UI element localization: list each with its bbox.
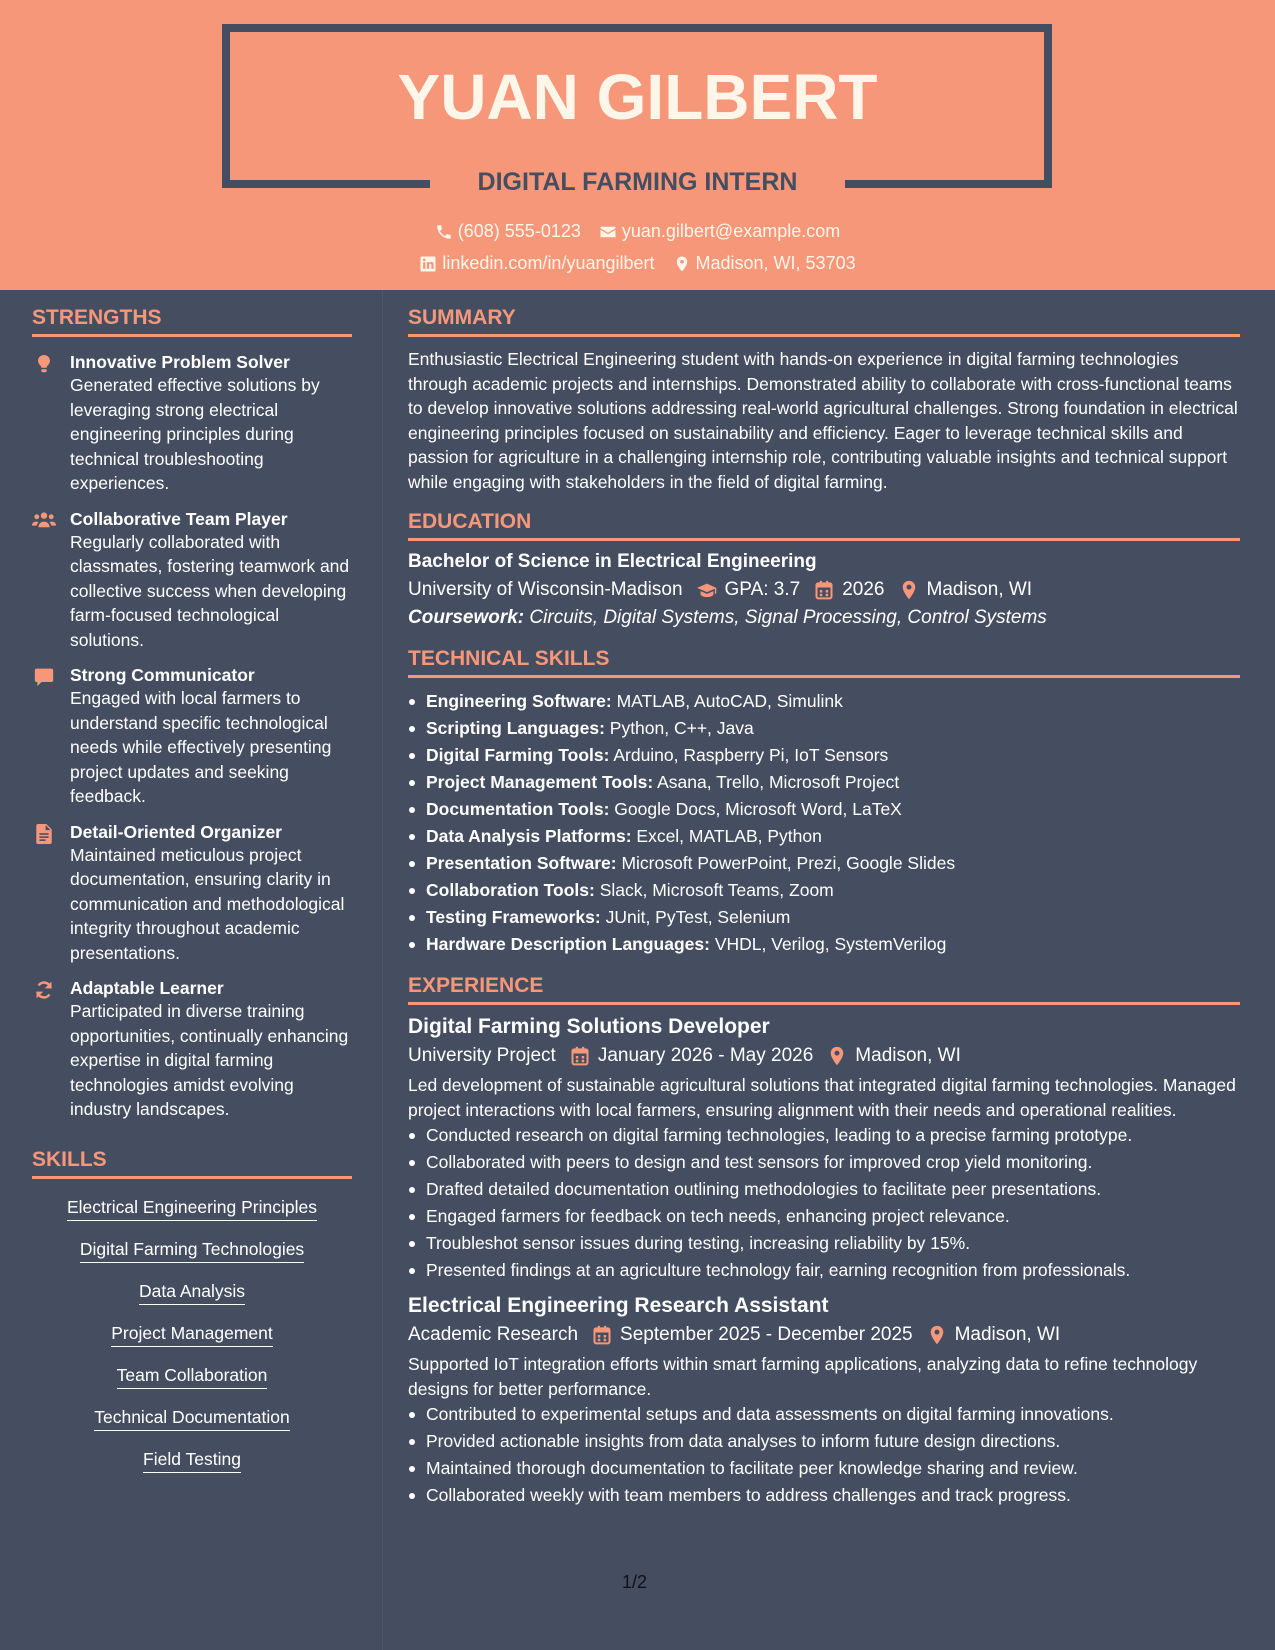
list-item: Engaged farmers for feedback on tech needs, enhancing project relevance. [408, 1203, 1240, 1230]
job-org: University Project [408, 1045, 556, 1066]
degree-title: Bachelor of Science in Electrical Engineering [408, 551, 817, 572]
skill-item: Project Management [32, 1323, 352, 1347]
strength-title: Strong Communicator [70, 665, 255, 685]
list-item: Drafted detailed documentation outlining methodologies to facilitate peer presentations. [408, 1176, 1240, 1203]
contact-location [673, 253, 856, 274]
education-meta [408, 579, 1240, 601]
job-bullets [408, 1401, 1240, 1509]
linkedin-text: linkedin.com/in/yuangilbert [442, 253, 655, 273]
gpa: GPA: 3.7 [724, 579, 801, 600]
strength-desc: Generated effective solutions by leveraging strong electrical engineering principles during technical troubleshooting experiences. [70, 375, 320, 493]
map-pin-icon [827, 1046, 847, 1066]
email-text: yuan.gilbert@example.com [621, 221, 841, 241]
coursework-label: Coursework: [408, 607, 525, 628]
list-item: Contributed to experimental setups and data assessments on digital farming innovations. [408, 1401, 1240, 1428]
list-item: Digital Farming Tools: Arduino, Raspberry Pi, IoT Sensors [408, 742, 1240, 769]
list-item: Provided actionable insights from data analyses to inform future design directions. [408, 1428, 1240, 1455]
document-icon [36, 824, 52, 844]
job-dates: September 2025 - December 2025 [620, 1324, 913, 1345]
skills-heading: SKILLS [32, 1148, 352, 1179]
skill-item: Electrical Engineering Principles [32, 1197, 352, 1221]
map-pin-icon [927, 1325, 947, 1345]
job-org: Academic Research [408, 1324, 579, 1345]
skill-item: Team Collaboration [32, 1365, 352, 1389]
map-pin-icon [673, 255, 691, 273]
list-item: Troubleshot sensor issues during testing, increasing reliability by 15%. [408, 1230, 1240, 1257]
calendar-icon [814, 580, 834, 600]
coursework-list: Circuits, Digital Systems, Signal Processing, Control Systems [524, 607, 1047, 628]
comment-icon [34, 667, 54, 687]
lightbulb-icon [35, 354, 53, 374]
resume-header [0, 0, 1275, 290]
list-item: Project Management Tools: Asana, Trello, Microsoft Project [408, 769, 1240, 796]
envelope-icon [599, 223, 617, 241]
right-column [408, 290, 1240, 1519]
strength-title: Detail-Oriented Organizer [70, 821, 282, 842]
technical-skills-list [408, 688, 1240, 958]
summary-text: Enthusiastic Electrical Engineering student with hands-on experience in digital farming technologies through academic projects and internships. Demonstrated ability to collaborate with cross-functional teams to develop innovative solutions addressing real-world agricultural challenges. Strong foundation in electrical engineering principles focused on sustainability and efficiency. Eager to leverage technical skills and passion for agriculture in a challenging internship role, contributing valuable insights and technical support while engaging with stakeholders in the field of digital farming. [408, 349, 1238, 492]
job-dates: January 2026 - May 2026 [597, 1045, 814, 1066]
calendar-icon [570, 1046, 590, 1066]
strength-item [32, 977, 352, 1122]
experience-heading: EXPERIENCE [408, 974, 1240, 1005]
left-column [32, 290, 352, 1491]
linkedin-icon [419, 255, 437, 273]
location-text: Madison, WI, 53703 [695, 253, 856, 273]
summary-heading: SUMMARY [408, 306, 1240, 337]
strength-item [32, 664, 352, 809]
list-item: Engineering Software: MATLAB, AutoCAD, Simulink [408, 688, 1240, 715]
column-divider [382, 290, 383, 1650]
strength-item [32, 508, 352, 653]
graduation-cap-icon [697, 580, 717, 600]
strength-title: Innovative Problem Solver [70, 352, 290, 372]
phone-icon [435, 223, 453, 241]
list-item: Hardware Description Languages: VHDL, Verilog, SystemVerilog [408, 931, 1240, 958]
phone-text: (608) 555-0123 [457, 221, 581, 241]
job-bullets [408, 1122, 1240, 1284]
strength-desc: Regularly collaborated with classmates, fostering teamwork and collective success when developing farm-focused technological solutions. [70, 531, 350, 650]
strengths-heading: STRENGTHS [32, 306, 352, 337]
education-location: Madison, WI [926, 579, 1033, 600]
page-number: 1/2 [622, 1572, 648, 1592]
job-location: Madison, WI [954, 1324, 1061, 1345]
users-icon [32, 511, 56, 529]
strength-title: Adaptable Learner [70, 978, 224, 998]
list-item: Conducted research on digital farming technologies, leading to a precise farming prototype. [408, 1122, 1240, 1149]
contact-linkedin[interactable] [419, 253, 654, 274]
strength-desc: Engaged with local farmers to understand specific technological needs while effectively presenting project updates and seeking feedback. [70, 688, 332, 806]
graduation-year: 2026 [842, 579, 885, 600]
list-item: Documentation Tools: Google Docs, Microsoft Word, LaTeX [408, 796, 1240, 823]
candidate-name: YUAN GILBERT [397, 61, 878, 133]
list-item: Presentation Software: Microsoft PowerPoint, Prezi, Google Slides [408, 850, 1240, 877]
strength-item [32, 821, 352, 966]
refresh-icon [34, 980, 54, 1000]
job-description: Supported IoT integration efforts within smart farming applications, analyzing data to refine technology designs for better performance. [408, 1354, 1198, 1399]
strength-desc: Maintained meticulous project documentation, ensuring clarity in communication and methodological integrity throughout academic presentations. [70, 844, 345, 963]
education-heading: EDUCATION [408, 510, 1240, 541]
job-title: DIGITAL FARMING INTERN [477, 168, 798, 196]
strength-title: Collaborative Team Player [70, 508, 288, 529]
school-name: University of Wisconsin-Madison [408, 579, 683, 600]
contact-email[interactable] [599, 221, 840, 242]
skill-item: Digital Farming Technologies [32, 1239, 352, 1263]
list-item: Presented findings at an agriculture technology fair, earning recognition from professionals. [408, 1257, 1240, 1284]
technical-skills-heading: TECHNICAL SKILLS [408, 647, 1240, 678]
calendar-icon [592, 1325, 612, 1345]
skill-item: Technical Documentation [32, 1407, 352, 1431]
job-title: Digital Farming Solutions Developer [408, 1015, 770, 1038]
job-description: Led development of sustainable agricultural solutions that integrated digital farming technologies. Managed project interactions with local farmers, ensuring alignment with their needs and operational realities. [408, 1075, 1236, 1120]
job-meta [408, 1324, 1240, 1346]
list-item: Collaborated weekly with team members to address challenges and track progress. [408, 1482, 1240, 1509]
map-pin-icon [899, 580, 919, 600]
list-item: Collaborated with peers to design and test sensors for improved crop yield monitoring. [408, 1149, 1240, 1176]
skill-item: Field Testing [32, 1449, 352, 1473]
skill-item: Data Analysis [32, 1281, 352, 1305]
contact-phone[interactable] [435, 221, 581, 242]
job-title: Electrical Engineering Research Assistant [408, 1294, 829, 1317]
strength-desc: Participated in diverse training opportunities, continually enhancing expertise in digital farming technologies amidst evolving industry landscapes. [70, 1001, 349, 1119]
contact-row-2 [0, 253, 1275, 274]
list-item: Scripting Languages: Python, C++, Java [408, 715, 1240, 742]
job-location: Madison, WI [855, 1045, 961, 1066]
strength-item [32, 351, 352, 496]
list-item: Maintained thorough documentation to facilitate peer knowledge sharing and review. [408, 1455, 1240, 1482]
coursework [408, 607, 1240, 629]
job-meta [408, 1045, 1240, 1067]
list-item: Testing Frameworks: JUnit, PyTest, Selenium [408, 904, 1240, 931]
list-item: Data Analysis Platforms: Excel, MATLAB, Python [408, 823, 1240, 850]
contact-row-1 [0, 221, 1275, 242]
list-item: Collaboration Tools: Slack, Microsoft Teams, Zoom [408, 877, 1240, 904]
